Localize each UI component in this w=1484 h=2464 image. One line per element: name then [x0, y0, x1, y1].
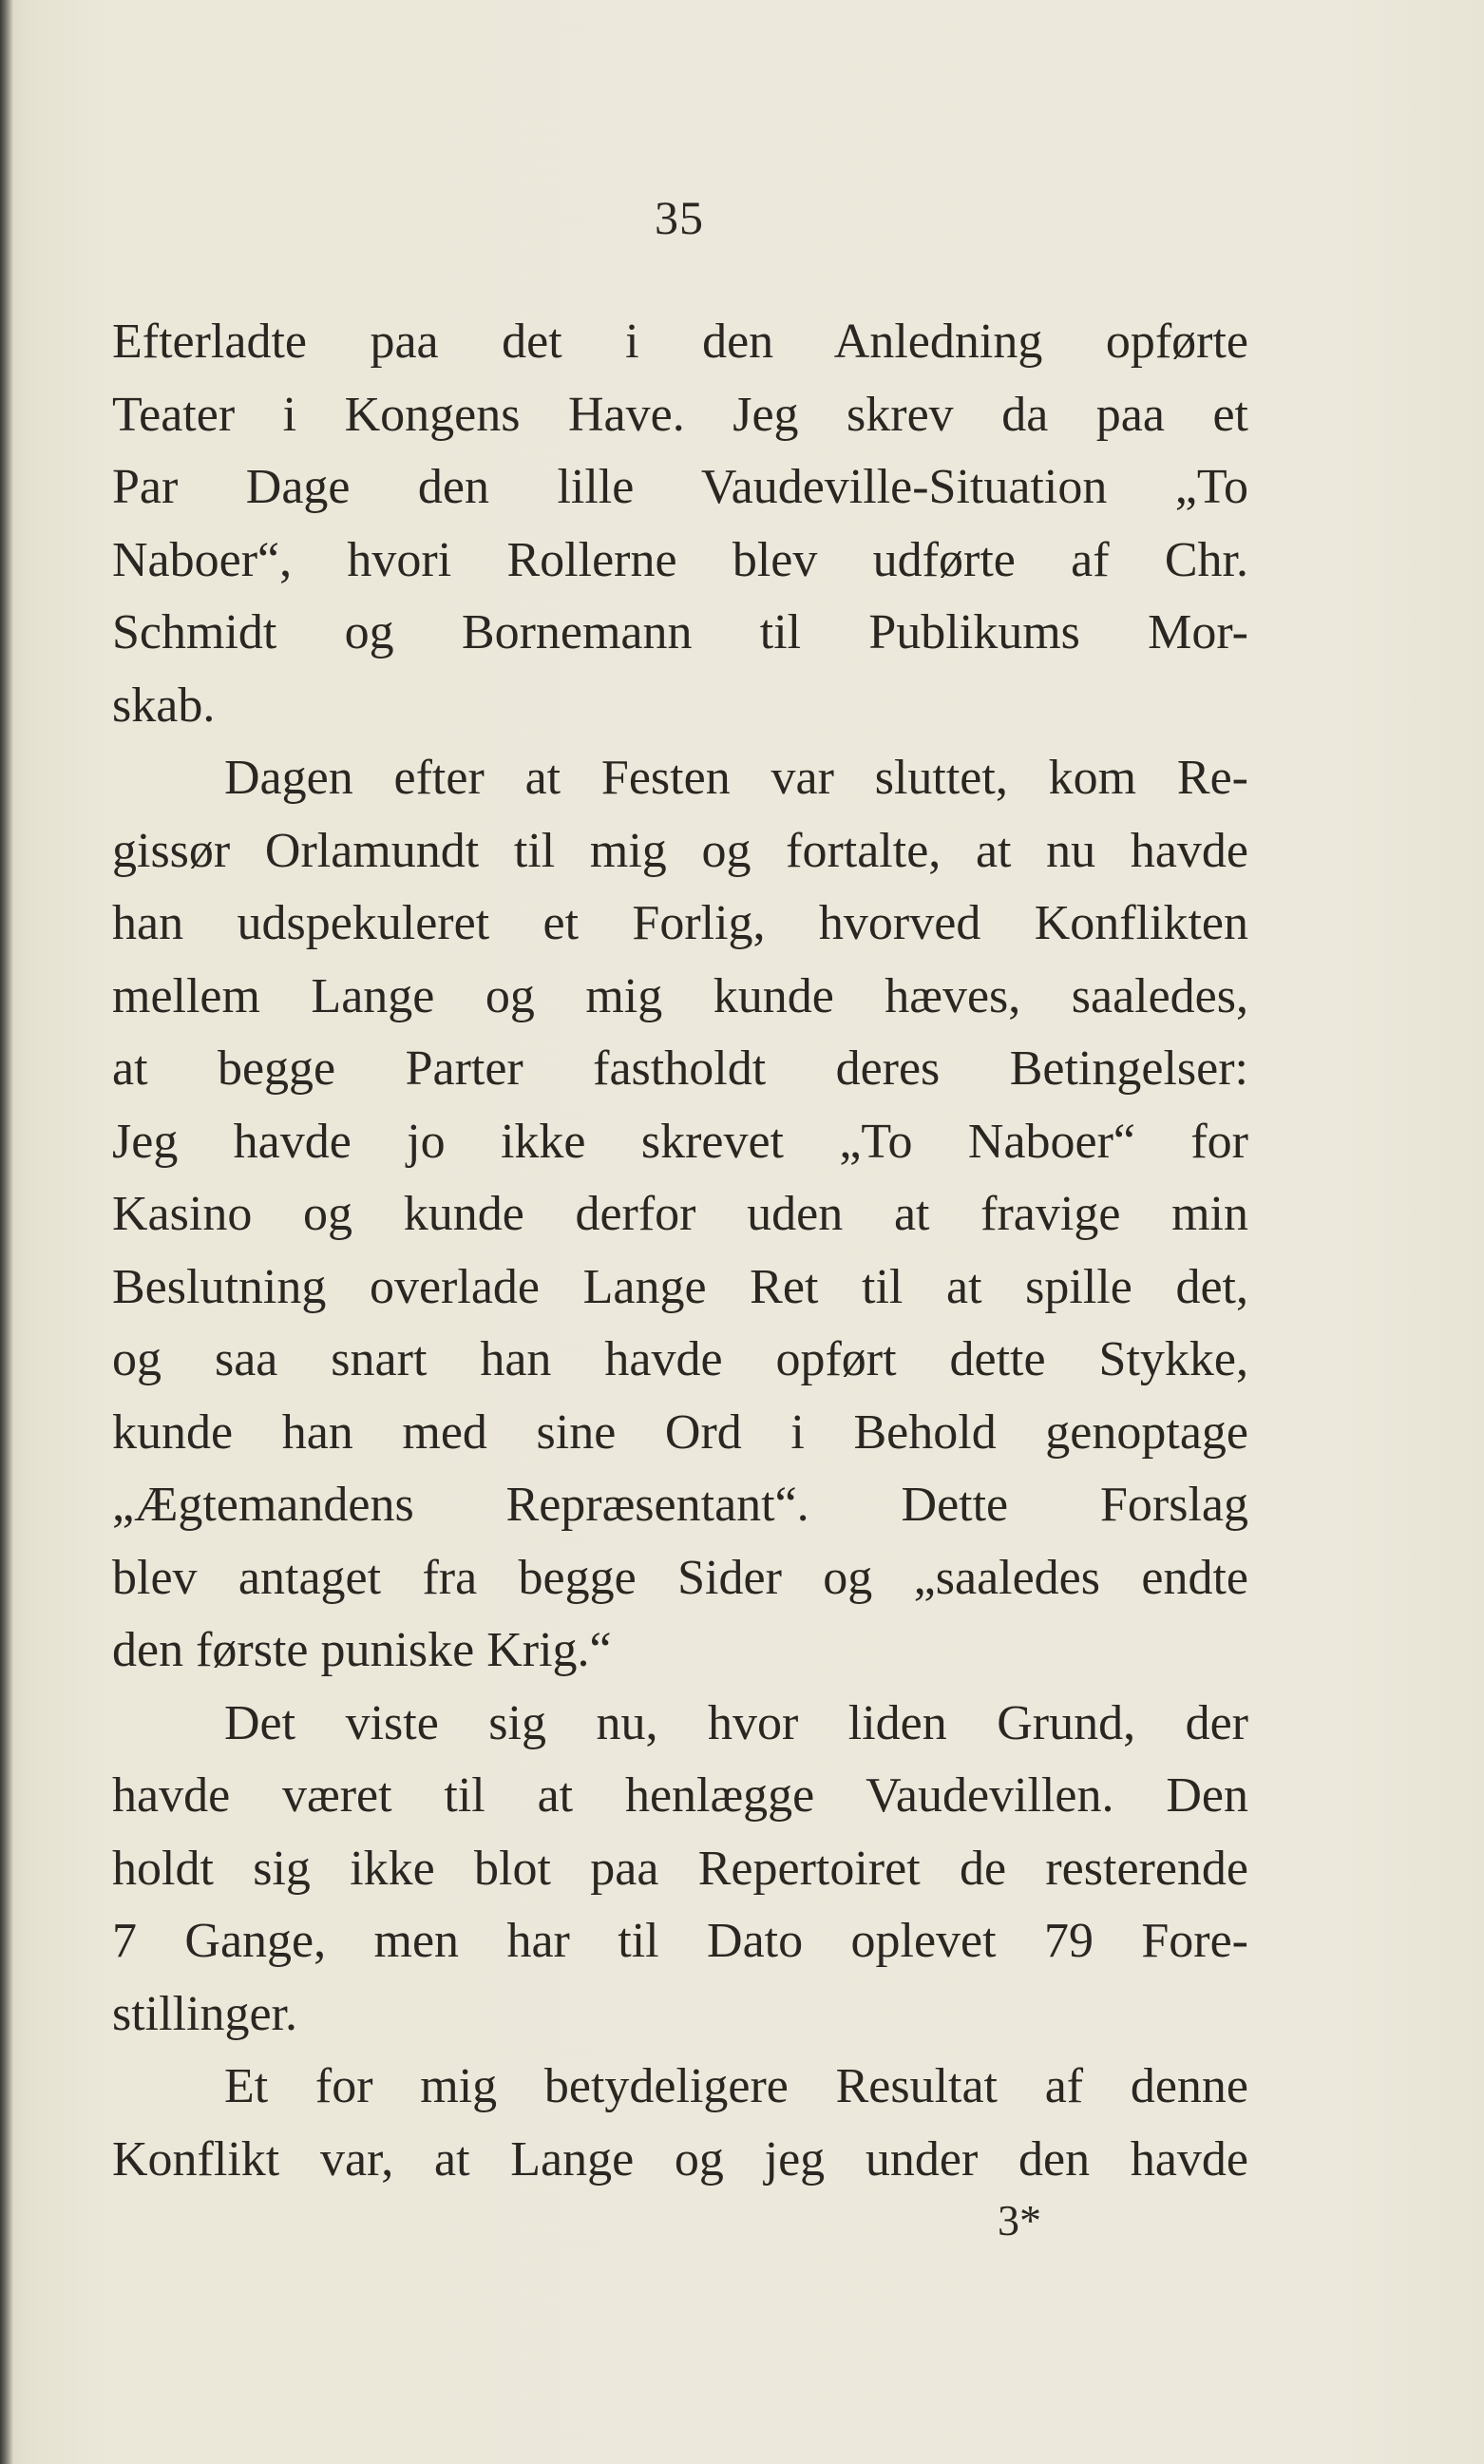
text-line: kunde han med sine Ord i Behold genoptage	[112, 1404, 1248, 1460]
text-line: stillinger.	[112, 1986, 297, 2041]
text-line: Efterladte paa det i den Anledning opførte	[112, 315, 1248, 369]
text-line: han udspekuleret et Forlig, hvorved Konflikten	[112, 896, 1248, 950]
text-line: Teater i Kongens Have. Jeg skrev da paa et	[112, 387, 1248, 442]
text-line: Kasino og kunde derfor uden at fravige min	[112, 1187, 1248, 1241]
text-line: Schmidt og Bornemann til Publikums Mor-	[112, 605, 1248, 659]
text-line: Det viste sig nu, hvor liden Grund, der	[224, 1695, 1248, 1750]
text-line: skab.	[112, 678, 216, 733]
text-line: gissør Orlamundt til mig og fortalte, at nu havde	[112, 823, 1248, 878]
text-line: den første puniske Krig.“	[112, 1623, 612, 1677]
text-line: holdt sig ikke blot paa Repertoiret de resterende	[112, 1841, 1248, 1896]
body-text	[112, 306, 1248, 2196]
text-line: mellem Lange og mig kunde hæves, saaledes,	[112, 968, 1248, 1023]
text-line: blev antaget fra begge Sider og „saaledes endte	[112, 1550, 1248, 1605]
text-line: havde været til at henlægge Vaudevillen. Den	[112, 1768, 1248, 1823]
text-line: Beslutning overlade Lange Ret til at spille det,	[112, 1259, 1248, 1314]
binding-edge	[0, 0, 13, 2464]
text-line: Par Dage den lille Vaudeville-Situation „To	[112, 460, 1248, 514]
page-number: 35	[655, 191, 704, 244]
text-line: „Ægtemandens Repræsentant“. Dette Forslag	[112, 1478, 1248, 1532]
text-line: og saa snart han havde opført dette Stykke,	[112, 1332, 1248, 1386]
text-line: Konflikt var, at Lange og jeg under den havde	[112, 2131, 1248, 2187]
signature-mark: 3*	[998, 2196, 1041, 2244]
text-line: Et for mig betydeligere Resultat af denne	[224, 2059, 1248, 2113]
text-line: Dagen efter at Festen var sluttet, kom Re-	[224, 751, 1248, 805]
text-line: 7 Gange, men har til Dato oplevet 79 Fore-	[112, 1914, 1248, 1968]
text-line: Jeg havde jo ikke skrevet „To Naboer“ for	[112, 1114, 1248, 1169]
text-line: at begge Parter fastholdt deres Betingelser:	[112, 1041, 1248, 1096]
text-line: Naboer“, hvori Rollerne blev udførte af Chr.	[112, 532, 1248, 587]
